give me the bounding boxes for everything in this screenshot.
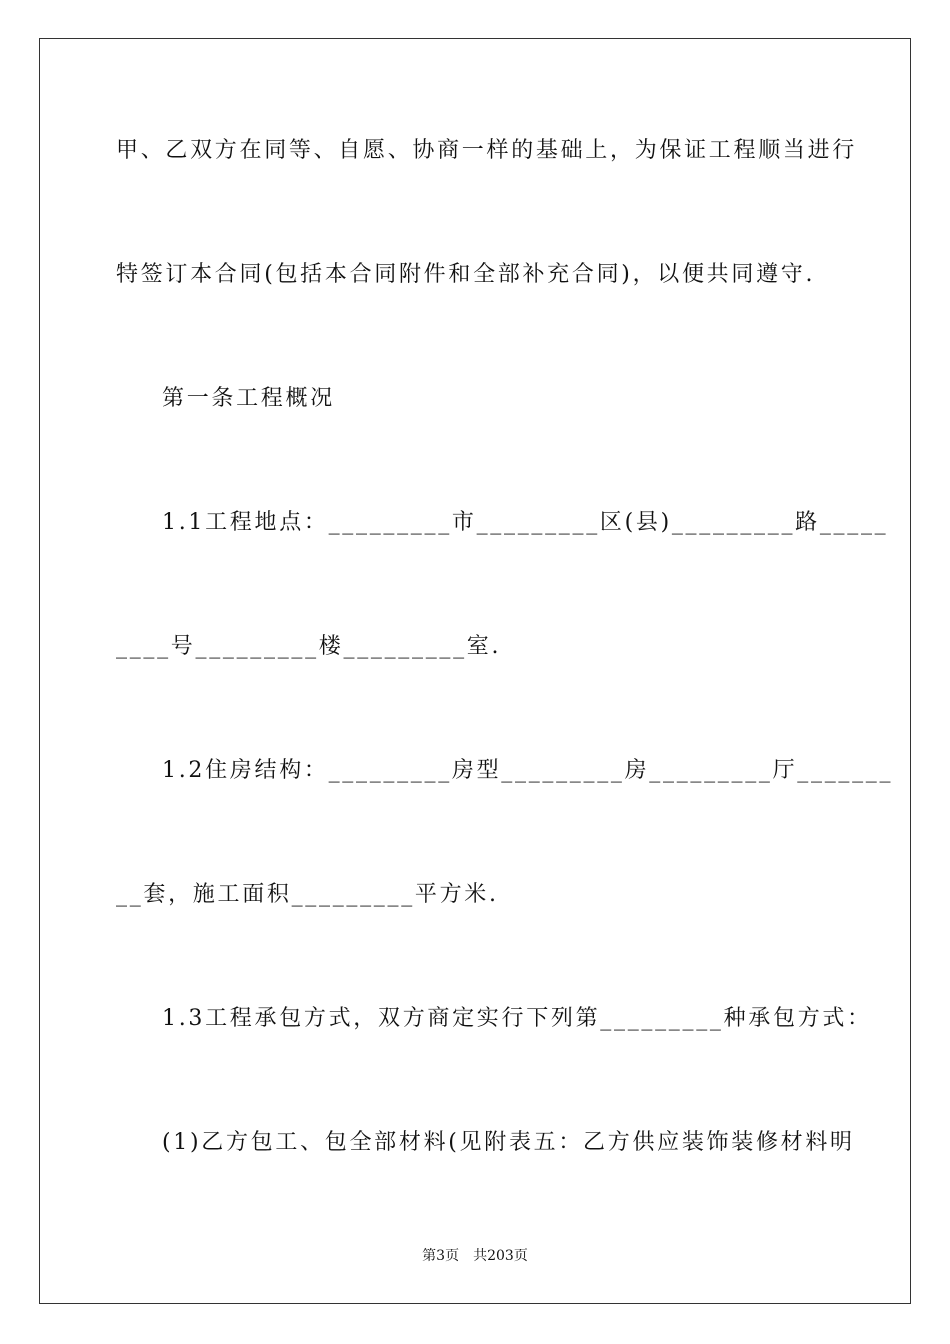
page-border — [39, 38, 911, 1304]
body-line-6: 1.2住房结构：_________房型_________房_________厅_______ — [162, 758, 894, 783]
section-heading: 第一条工程概况 — [162, 386, 335, 411]
body-line-5: ____号_________楼_________室. — [116, 634, 502, 659]
body-line-9: (1)乙方包工、包全部材料(见附表五：乙方供应装饰装修材料明 — [162, 1130, 855, 1155]
body-line-2: 特签订本合同(包括本合同附件和全部补充合同)，以便共同遵守. — [116, 262, 816, 287]
page-total: 共203页 — [473, 1248, 528, 1264]
body-line-4: 1.1工程地点：_________市_________区(县)_________路_____ — [162, 510, 889, 535]
body-line-8: 1.3工程承包方式，双方商定实行下列第_________种承包方式： — [162, 1006, 872, 1031]
page-number: 第3页 — [422, 1248, 460, 1264]
body-line-1: 甲、乙双方在同等、自愿、协商一样的基础上，为保证工程顺当进行 — [116, 138, 858, 163]
body-line-7: __套，施工面积_________平方米. — [116, 882, 499, 907]
page-footer — [0, 1245, 950, 1265]
